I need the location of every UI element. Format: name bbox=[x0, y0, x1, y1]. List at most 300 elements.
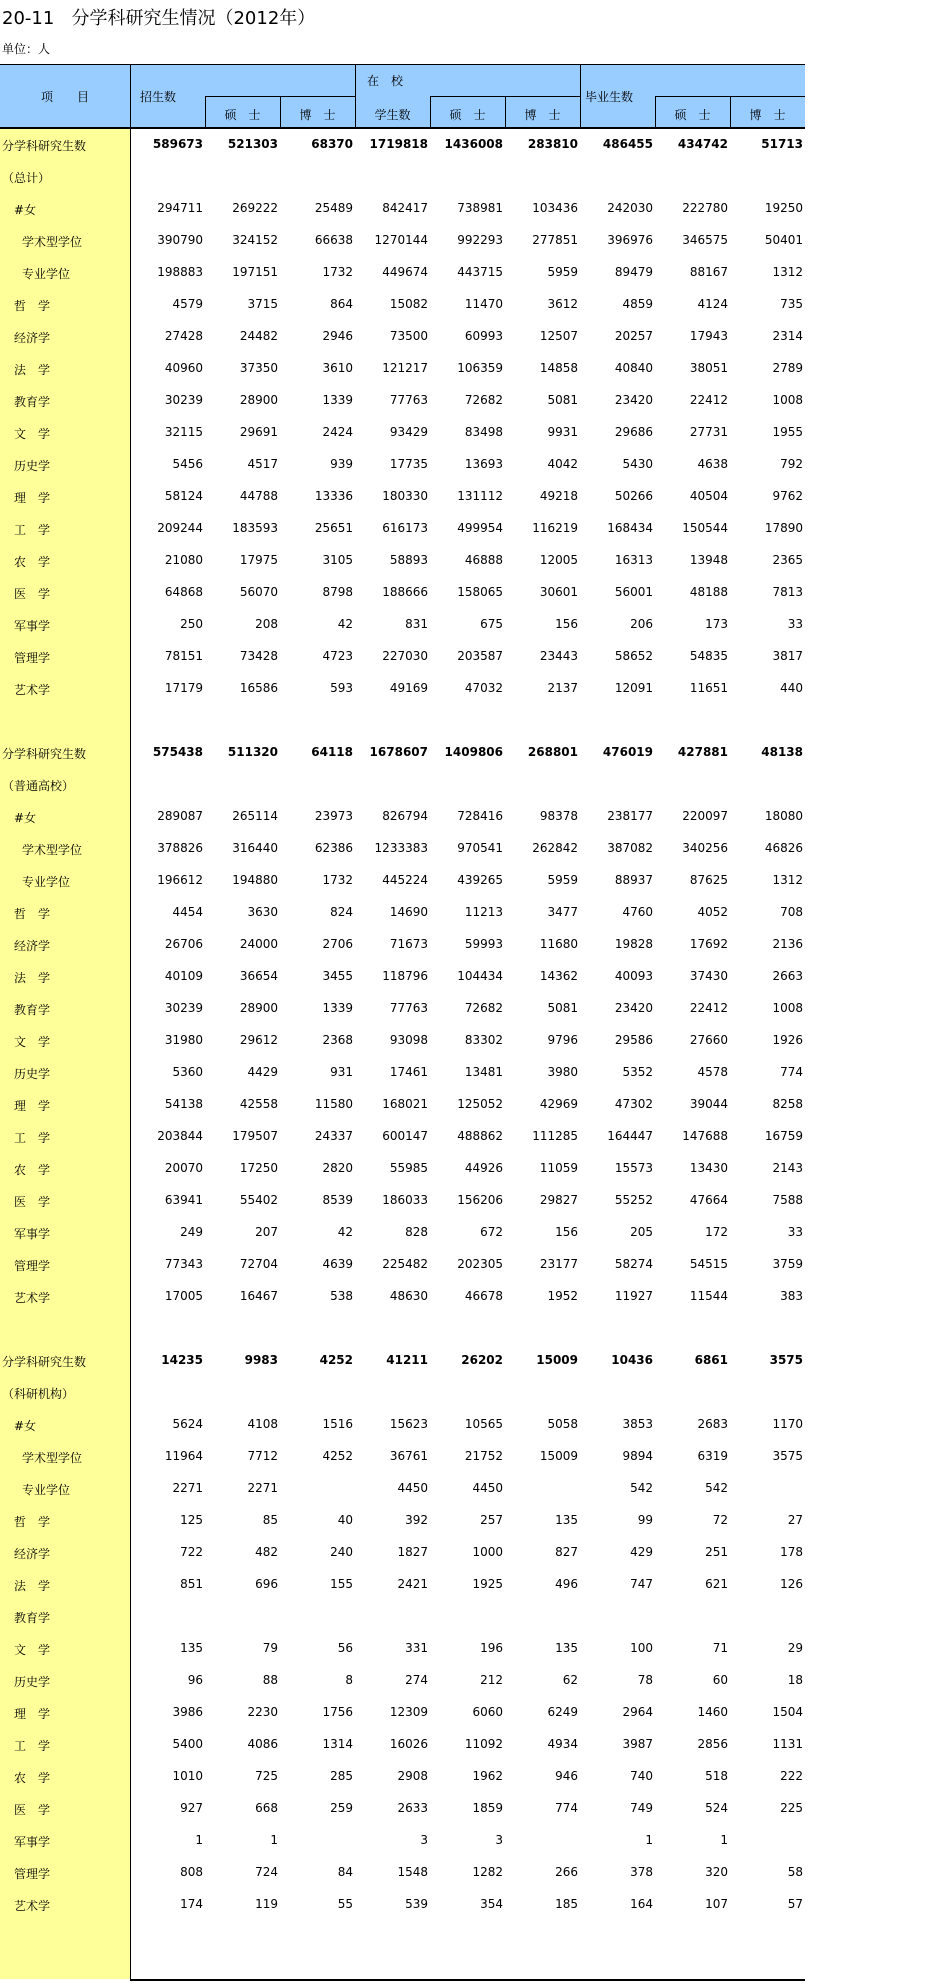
cell-value: 119 bbox=[255, 1897, 278, 1911]
table-row bbox=[0, 1312, 805, 1344]
cell-value: 63941 bbox=[164, 1193, 203, 1207]
cell-value: 47664 bbox=[689, 1193, 728, 1207]
row-label: 农 学 bbox=[14, 1163, 51, 1177]
cell-value: 289087 bbox=[157, 809, 203, 823]
cell-value: 589673 bbox=[152, 137, 203, 151]
cell-value: 19250 bbox=[764, 201, 803, 215]
cell-value: 675 bbox=[480, 617, 503, 631]
cell-value: 249 bbox=[180, 1225, 203, 1239]
cell-value: 38051 bbox=[689, 361, 728, 375]
cell-value: 40504 bbox=[689, 489, 728, 503]
cell-value: 25489 bbox=[314, 201, 353, 215]
cell-value: 939 bbox=[330, 457, 353, 471]
cell-value: 449674 bbox=[382, 265, 428, 279]
cell-value: 1460 bbox=[697, 1705, 728, 1719]
cell-value: 8798 bbox=[322, 585, 353, 599]
header-divider bbox=[580, 64, 581, 128]
cell-value: 121217 bbox=[382, 361, 428, 375]
table-row bbox=[0, 1344, 805, 1376]
cell-value: 7588 bbox=[772, 1193, 803, 1207]
cell-value: 1 bbox=[645, 1833, 653, 1847]
cell-value: 378 bbox=[630, 1865, 653, 1879]
cell-value: 73428 bbox=[239, 649, 278, 663]
cell-value: 66638 bbox=[314, 233, 353, 247]
header-top-border bbox=[0, 64, 805, 65]
cell-value: 46826 bbox=[764, 841, 803, 855]
cell-value: 4859 bbox=[622, 297, 653, 311]
cell-value: 96 bbox=[187, 1673, 203, 1687]
cell-value: 227030 bbox=[382, 649, 428, 663]
cell-value: 15623 bbox=[389, 1417, 428, 1431]
row-label: 法 学 bbox=[14, 363, 51, 377]
cell-value: 19828 bbox=[614, 937, 653, 951]
cell-value: 1678607 bbox=[369, 745, 428, 759]
cell-value: 749 bbox=[630, 1801, 653, 1815]
cell-value: 238177 bbox=[607, 809, 653, 823]
table-row bbox=[0, 928, 805, 960]
cell-value: 30239 bbox=[164, 1001, 203, 1015]
cell-value: 118796 bbox=[382, 969, 428, 983]
cell-value: 31980 bbox=[164, 1033, 203, 1047]
cell-value: 11680 bbox=[539, 937, 578, 951]
cell-value: 11213 bbox=[464, 905, 503, 919]
cell-value: 203844 bbox=[157, 1129, 203, 1143]
cell-value: 9894 bbox=[622, 1449, 653, 1463]
cell-value: 1732 bbox=[322, 873, 353, 887]
cell-value: 49169 bbox=[389, 681, 428, 695]
cell-value: 93098 bbox=[389, 1033, 428, 1047]
cell-value: 1270144 bbox=[374, 233, 428, 247]
cell-value: 2633 bbox=[397, 1801, 428, 1815]
cell-value: 331 bbox=[405, 1641, 428, 1655]
cell-value: 135 bbox=[555, 1641, 578, 1655]
header-doctor: 博 士 bbox=[299, 108, 336, 122]
cell-value: 11092 bbox=[464, 1737, 503, 1751]
cell-value: 616173 bbox=[382, 521, 428, 535]
cell-value: 9796 bbox=[547, 1033, 578, 1047]
cell-value: 72682 bbox=[464, 393, 503, 407]
cell-value: 257 bbox=[480, 1513, 503, 1527]
cell-value: 14690 bbox=[389, 905, 428, 919]
row-label: （普通高校） bbox=[2, 779, 75, 793]
cell-value: 88167 bbox=[689, 265, 728, 279]
row-label: 艺术学 bbox=[14, 683, 51, 697]
cell-value: 13336 bbox=[314, 489, 353, 503]
cell-value: 44788 bbox=[239, 489, 278, 503]
cell-value: 265114 bbox=[232, 809, 278, 823]
row-label: 理 学 bbox=[14, 1099, 51, 1113]
table-row bbox=[0, 672, 805, 704]
cell-value: 40960 bbox=[164, 361, 203, 375]
cell-value: 56001 bbox=[614, 585, 653, 599]
table-row bbox=[0, 608, 805, 640]
cell-value: 262842 bbox=[532, 841, 578, 855]
cell-value: 1925 bbox=[472, 1577, 503, 1591]
table-row bbox=[0, 896, 805, 928]
cell-value: 2314 bbox=[772, 329, 803, 343]
cell-value: 4450 bbox=[472, 1481, 503, 1495]
cell-value: 51713 bbox=[761, 137, 803, 151]
cell-value: 9983 bbox=[244, 1353, 278, 1367]
row-label: 理 学 bbox=[14, 491, 51, 505]
cell-value: 316440 bbox=[232, 841, 278, 855]
cell-value: 240 bbox=[330, 1545, 353, 1559]
cell-value: 126 bbox=[780, 1577, 803, 1591]
cell-value: 8258 bbox=[772, 1097, 803, 1111]
table-row bbox=[0, 800, 805, 832]
cell-value: 4579 bbox=[172, 297, 203, 311]
table-row bbox=[0, 288, 805, 320]
cell-value: 14858 bbox=[539, 361, 578, 375]
cell-value: 185 bbox=[555, 1897, 578, 1911]
cell-value: 521303 bbox=[227, 137, 278, 151]
cell-value: 186033 bbox=[382, 1193, 428, 1207]
cell-value: 3759 bbox=[772, 1257, 803, 1271]
row-label: #女 bbox=[14, 1419, 37, 1433]
row-label: 军事学 bbox=[14, 1835, 51, 1849]
cell-value: 225 bbox=[780, 1801, 803, 1815]
table-row bbox=[0, 320, 805, 352]
row-label: 工 学 bbox=[14, 1739, 51, 1753]
row-label: 理 学 bbox=[14, 1707, 51, 1721]
cell-value: 4723 bbox=[322, 649, 353, 663]
cell-value: 486455 bbox=[602, 137, 653, 151]
cell-value: 15082 bbox=[389, 297, 428, 311]
cell-value: 5959 bbox=[547, 873, 578, 887]
cell-value: 242030 bbox=[607, 201, 653, 215]
cell-value: 524 bbox=[705, 1801, 728, 1815]
cell-value: 36761 bbox=[389, 1449, 428, 1463]
cell-value: 2230 bbox=[247, 1705, 278, 1719]
cell-value: 100 bbox=[630, 1641, 653, 1655]
cell-value: 72682 bbox=[464, 1001, 503, 1015]
cell-value: 17735 bbox=[389, 457, 428, 471]
table-row bbox=[0, 128, 805, 160]
row-label: 军事学 bbox=[14, 619, 51, 633]
table-row bbox=[0, 1184, 805, 1216]
cell-value: 7712 bbox=[247, 1449, 278, 1463]
row-label: 学术型学位 bbox=[22, 843, 83, 857]
row-label: 经济学 bbox=[14, 939, 51, 953]
cell-value: 294711 bbox=[157, 201, 203, 215]
cell-value: 178 bbox=[780, 1545, 803, 1559]
cell-value: 23443 bbox=[539, 649, 578, 663]
cell-value: 970541 bbox=[457, 841, 503, 855]
cell-value: 64868 bbox=[164, 585, 203, 599]
cell-value: 125052 bbox=[457, 1097, 503, 1111]
cell-value: 4252 bbox=[319, 1353, 353, 1367]
cell-value: 172 bbox=[705, 1225, 728, 1239]
cell-value: 104434 bbox=[457, 969, 503, 983]
row-label: 哲 学 bbox=[14, 1515, 51, 1529]
table-row bbox=[0, 256, 805, 288]
cell-value: 225482 bbox=[382, 1257, 428, 1271]
cell-value: 808 bbox=[180, 1865, 203, 1879]
cell-value: 1 bbox=[720, 1833, 728, 1847]
cell-value: 180330 bbox=[382, 489, 428, 503]
cell-value: 5058 bbox=[547, 1417, 578, 1431]
cell-value: 3 bbox=[420, 1833, 428, 1847]
cell-value: 10565 bbox=[464, 1417, 503, 1431]
cell-value: 27428 bbox=[164, 329, 203, 343]
cell-value: 434742 bbox=[677, 137, 728, 151]
cell-value: 17005 bbox=[164, 1289, 203, 1303]
cell-value: 2421 bbox=[397, 1577, 428, 1591]
cell-value: 927 bbox=[180, 1801, 203, 1815]
table-row bbox=[0, 1856, 805, 1888]
cell-value: 54515 bbox=[689, 1257, 728, 1271]
cell-value: 283810 bbox=[527, 137, 578, 151]
cell-value: 83302 bbox=[464, 1033, 503, 1047]
cell-value: 992293 bbox=[457, 233, 503, 247]
cell-value: 13481 bbox=[464, 1065, 503, 1079]
cell-value: 89479 bbox=[614, 265, 653, 279]
header-master: 硕 士 bbox=[674, 108, 711, 122]
cell-value: 24000 bbox=[239, 937, 278, 951]
cell-value: 3980 bbox=[547, 1065, 578, 1079]
cell-value: 4760 bbox=[622, 905, 653, 919]
cell-value: 831 bbox=[405, 617, 428, 631]
cell-value: 488862 bbox=[457, 1129, 503, 1143]
table-row bbox=[0, 1120, 805, 1152]
cell-value: 30601 bbox=[539, 585, 578, 599]
cell-value: 77763 bbox=[389, 1001, 428, 1015]
cell-value: 1 bbox=[270, 1833, 278, 1847]
cell-value: 29686 bbox=[614, 425, 653, 439]
cell-value: 135 bbox=[555, 1513, 578, 1527]
header-item: 项 目 bbox=[40, 90, 89, 104]
header-graduates: 毕业生数 bbox=[585, 90, 634, 104]
cell-value: 23420 bbox=[614, 393, 653, 407]
cell-value: 4450 bbox=[397, 1481, 428, 1495]
cell-value: 98378 bbox=[539, 809, 578, 823]
row-label: 学术型学位 bbox=[22, 1451, 83, 1465]
cell-value: 2820 bbox=[322, 1161, 353, 1175]
cell-value: 40840 bbox=[614, 361, 653, 375]
cell-value: 1504 bbox=[772, 1705, 803, 1719]
cell-value: 39044 bbox=[689, 1097, 728, 1111]
cell-value: 824 bbox=[330, 905, 353, 919]
cell-value: 55 bbox=[337, 1897, 353, 1911]
row-label: 经济学 bbox=[14, 331, 51, 345]
table-row bbox=[0, 992, 805, 1024]
cell-value: 183593 bbox=[232, 521, 278, 535]
cell-value: 174 bbox=[180, 1897, 203, 1911]
cell-value: 20070 bbox=[164, 1161, 203, 1175]
cell-value: 15009 bbox=[539, 1449, 578, 1463]
cell-value: 3575 bbox=[772, 1449, 803, 1463]
cell-value: 40109 bbox=[164, 969, 203, 983]
cell-value: 10436 bbox=[611, 1353, 653, 1367]
table-row bbox=[0, 1664, 805, 1696]
cell-value: 13430 bbox=[689, 1161, 728, 1175]
cell-value: 3817 bbox=[772, 649, 803, 663]
cell-value: 77343 bbox=[164, 1257, 203, 1271]
cell-value: 11927 bbox=[614, 1289, 653, 1303]
cell-value: 738981 bbox=[457, 201, 503, 215]
cell-value: 2137 bbox=[547, 681, 578, 695]
cell-value: 429 bbox=[630, 1545, 653, 1559]
cell-value: 23973 bbox=[314, 809, 353, 823]
cell-value: 33 bbox=[787, 1225, 803, 1239]
cell-value: 5624 bbox=[172, 1417, 203, 1431]
cell-value: 72 bbox=[712, 1513, 728, 1527]
cell-value: 88937 bbox=[614, 873, 653, 887]
cell-value: 202305 bbox=[457, 1257, 503, 1271]
cell-value: 164 bbox=[630, 1897, 653, 1911]
row-label: 医 学 bbox=[14, 587, 51, 601]
table-row bbox=[0, 1248, 805, 1280]
cell-value: 156 bbox=[555, 617, 578, 631]
cell-value: 71 bbox=[712, 1641, 728, 1655]
page-title: 20-11 分学科研究生情况（2012年） bbox=[2, 8, 316, 29]
cell-value: 40093 bbox=[614, 969, 653, 983]
cell-value: 27 bbox=[787, 1513, 803, 1527]
cell-value: 5430 bbox=[622, 457, 653, 471]
cell-value: 135 bbox=[180, 1641, 203, 1655]
row-label: 管理学 bbox=[14, 651, 51, 665]
table-row bbox=[0, 1440, 805, 1472]
cell-value: 1339 bbox=[322, 1001, 353, 1015]
cell-value: 56 bbox=[337, 1641, 353, 1655]
table-bottom-border bbox=[130, 1979, 805, 1981]
row-label: 管理学 bbox=[14, 1867, 51, 1881]
cell-value: 168021 bbox=[382, 1097, 428, 1111]
cell-value: 33 bbox=[787, 617, 803, 631]
header-divider bbox=[130, 64, 131, 128]
row-label: 分学科研究生数 bbox=[2, 139, 87, 153]
cell-value: 62 bbox=[562, 1673, 578, 1687]
cell-value: 93429 bbox=[389, 425, 428, 439]
header-doctor: 博 士 bbox=[524, 108, 561, 122]
cell-value: 4639 bbox=[322, 1257, 353, 1271]
cell-value: 931 bbox=[330, 1065, 353, 1079]
table-row bbox=[0, 960, 805, 992]
cell-value: 378826 bbox=[157, 841, 203, 855]
cell-value: 212 bbox=[480, 1673, 503, 1687]
cell-value: 209244 bbox=[157, 521, 203, 535]
cell-value: 1756 bbox=[322, 1705, 353, 1719]
cell-value: 29691 bbox=[239, 425, 278, 439]
cell-value: 42 bbox=[337, 617, 353, 631]
cell-value: 47032 bbox=[464, 681, 503, 695]
cell-value: 5959 bbox=[547, 265, 578, 279]
cell-value: 16586 bbox=[239, 681, 278, 695]
cell-value: 12005 bbox=[539, 553, 578, 567]
cell-value: 2706 bbox=[322, 937, 353, 951]
table-header bbox=[0, 64, 805, 128]
cell-value: 1719818 bbox=[369, 137, 428, 151]
row-label: 教育学 bbox=[14, 1003, 51, 1017]
row-label: 艺术学 bbox=[14, 1291, 51, 1305]
cell-value: 5360 bbox=[172, 1065, 203, 1079]
cell-value: 2136 bbox=[772, 937, 803, 951]
cell-value: 156 bbox=[555, 1225, 578, 1239]
table-row bbox=[0, 384, 805, 416]
row-label: 专业学位 bbox=[22, 1483, 71, 1497]
cell-value: 445224 bbox=[382, 873, 428, 887]
cell-value: 222780 bbox=[682, 201, 728, 215]
cell-value: 16026 bbox=[389, 1737, 428, 1751]
cell-value: 383 bbox=[780, 1289, 803, 1303]
cell-value: 1233383 bbox=[374, 841, 428, 855]
cell-value: 206 bbox=[630, 617, 653, 631]
cell-value: 13693 bbox=[464, 457, 503, 471]
cell-value: 12507 bbox=[539, 329, 578, 343]
cell-value: 8 bbox=[345, 1673, 353, 1687]
row-label: 分学科研究生数 bbox=[2, 747, 87, 761]
cell-value: 1827 bbox=[397, 1545, 428, 1559]
table-row bbox=[0, 1024, 805, 1056]
cell-value: 71673 bbox=[389, 937, 428, 951]
cell-value: 14362 bbox=[539, 969, 578, 983]
cell-value: 23420 bbox=[614, 1001, 653, 1015]
cell-value: 83498 bbox=[464, 425, 503, 439]
cell-value: 725 bbox=[255, 1769, 278, 1783]
row-label: 法 学 bbox=[14, 971, 51, 985]
cell-value: 268801 bbox=[527, 745, 578, 759]
table-row bbox=[0, 416, 805, 448]
cell-value: 1008 bbox=[772, 393, 803, 407]
cell-value: 11651 bbox=[689, 681, 728, 695]
cell-value: 2789 bbox=[772, 361, 803, 375]
row-label: 文 学 bbox=[14, 1643, 51, 1657]
cell-value: 20257 bbox=[614, 329, 653, 343]
cell-value: 17250 bbox=[239, 1161, 278, 1175]
cell-value: 4429 bbox=[247, 1065, 278, 1079]
cell-value: 5400 bbox=[172, 1737, 203, 1751]
cell-value: 2424 bbox=[322, 425, 353, 439]
row-label: 农 学 bbox=[14, 555, 51, 569]
cell-value: 24337 bbox=[314, 1129, 353, 1143]
row-label: 工 学 bbox=[14, 1131, 51, 1145]
row-label: 分学科研究生数 bbox=[2, 1355, 87, 1369]
cell-value: 41211 bbox=[386, 1353, 428, 1367]
cell-value: 16467 bbox=[239, 1289, 278, 1303]
cell-value: 728416 bbox=[457, 809, 503, 823]
cell-value: 476019 bbox=[602, 745, 653, 759]
cell-value: 1339 bbox=[322, 393, 353, 407]
cell-value: 173 bbox=[705, 617, 728, 631]
row-label: #女 bbox=[14, 203, 37, 217]
cell-value: 73500 bbox=[389, 329, 428, 343]
cell-value: 59993 bbox=[464, 937, 503, 951]
row-label: 医 学 bbox=[14, 1803, 51, 1817]
header-enroll: 招生数 bbox=[140, 90, 177, 104]
cell-value: 27660 bbox=[689, 1033, 728, 1047]
cell-value: 4638 bbox=[697, 457, 728, 471]
cell-value: 708 bbox=[780, 905, 803, 919]
table-row bbox=[0, 1152, 805, 1184]
cell-value: 2964 bbox=[622, 1705, 653, 1719]
cell-value: 197151 bbox=[232, 265, 278, 279]
cell-value: 79 bbox=[262, 1641, 278, 1655]
row-label: 法 学 bbox=[14, 1579, 51, 1593]
table-row bbox=[0, 1536, 805, 1568]
cell-value: 17890 bbox=[764, 521, 803, 535]
cell-value: 842417 bbox=[382, 201, 428, 215]
row-label: 文 学 bbox=[14, 427, 51, 441]
cell-value: 3987 bbox=[622, 1737, 653, 1751]
cell-value: 1926 bbox=[772, 1033, 803, 1047]
cell-value: 5352 bbox=[622, 1065, 653, 1079]
cell-value: 1000 bbox=[472, 1545, 503, 1559]
cell-value: 28900 bbox=[239, 393, 278, 407]
table-row bbox=[0, 1088, 805, 1120]
cell-value: 57 bbox=[787, 1897, 803, 1911]
cell-value: 722 bbox=[180, 1545, 203, 1559]
cell-value: 26706 bbox=[164, 937, 203, 951]
